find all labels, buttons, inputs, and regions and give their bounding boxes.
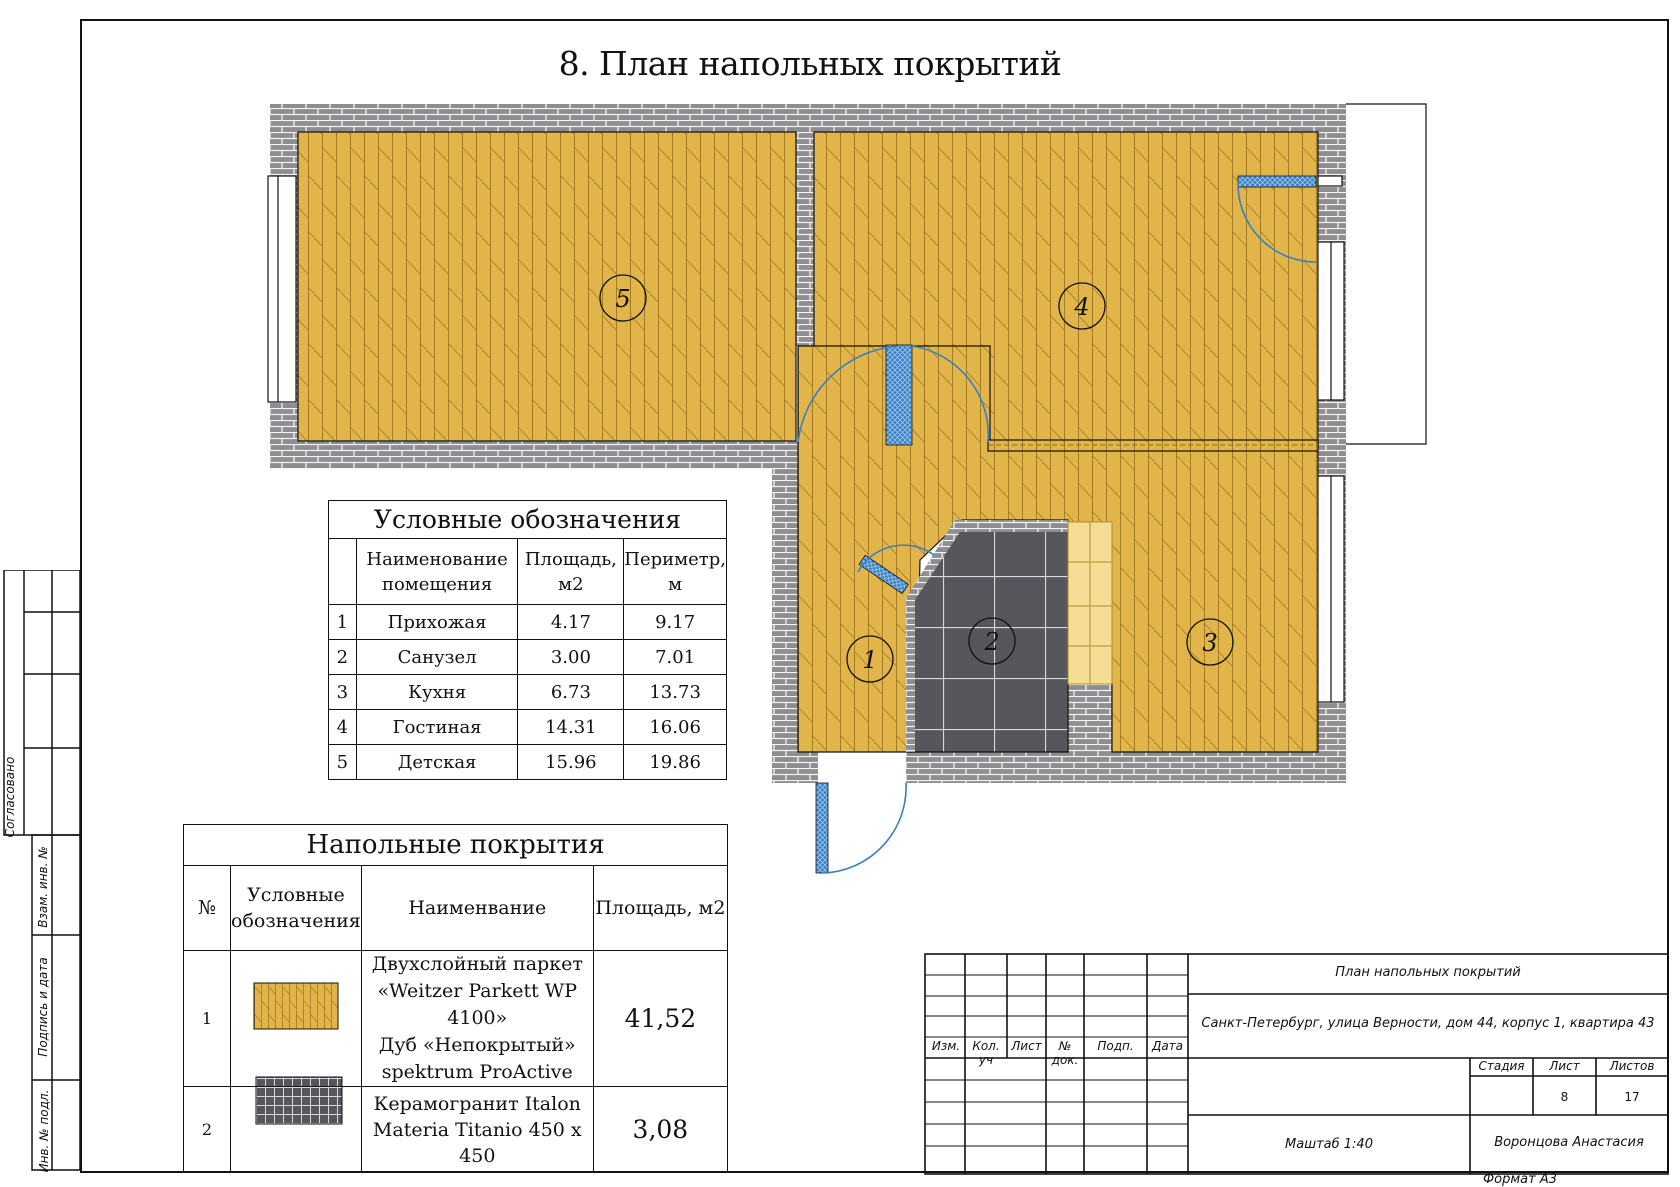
floorings-caption: Напольные покрытия [184, 825, 728, 866]
cell-no: 1 [184, 951, 231, 1087]
stamp-col-kol: Кол. уч [972, 1039, 1000, 1067]
stamp-address: Санкт-Петербург, улица Верности, дом 44, корпус 1, квартира 43 [1201, 1016, 1655, 1031]
stamp-stage-label: Стадия [1478, 1059, 1525, 1073]
cell-name: Гостиная [356, 710, 518, 745]
flooring-name-line: Дуб «Непокрытый» [378, 1034, 576, 1056]
stamp-doc-title: План напольных покрытий [1335, 965, 1521, 980]
side-label-inv-orig: Инв. № подл. [37, 1089, 51, 1173]
stamp-sheets-label: Листов [1609, 1059, 1655, 1073]
flooring-name-line: spektrum ProActive [381, 1061, 573, 1083]
legend-header-area: Площадь, м2 [518, 539, 624, 605]
cell-no: 3 [329, 675, 357, 710]
legend-header-no [329, 539, 357, 605]
cell-name [361, 1087, 593, 1173]
stamp-sheet-value: 8 [1560, 1090, 1569, 1104]
cell-no: 2 [329, 640, 357, 675]
table-row [329, 745, 727, 780]
cell-symbol [231, 1087, 362, 1173]
room-number-2: 2 [984, 628, 1000, 656]
cell-area: 14.31 [518, 710, 624, 745]
cell-perimeter: 13.73 [624, 675, 727, 710]
cell-area: 41,52 [593, 951, 727, 1087]
cell-perimeter: 19.86 [624, 745, 727, 780]
cell-area: 15.96 [518, 745, 624, 780]
cell-no: 5 [329, 745, 357, 780]
stamp-col-list: Лист [1011, 1039, 1042, 1053]
flooring-name-line: Двухслойный паркет [371, 953, 583, 975]
flooring-name-line: Керамогранит Italon [373, 1092, 581, 1115]
cell-area: 4.17 [518, 605, 624, 640]
cell-name: Кухня [356, 675, 518, 710]
cell-no: 2 [184, 1087, 231, 1173]
cell-no: 4 [329, 710, 357, 745]
stamp-scale: Маштаб 1:40 [1285, 1137, 1373, 1152]
stamp-format: Формат А3 [1482, 1172, 1558, 1187]
stamp-col-date: Дата [1151, 1039, 1184, 1053]
side-label-sign-date: Подпись и дата [36, 957, 50, 1057]
cell-perimeter: 16.06 [624, 710, 727, 745]
legend-header-perimeter: Периметр, м [624, 539, 727, 605]
side-label-agreed: Согласовано [3, 756, 17, 838]
stamp-sheets-value: 17 [1624, 1090, 1640, 1104]
floorings-header-no: № [184, 866, 231, 951]
rooms-legend-caption: Условные обозначения [329, 501, 727, 539]
stamp-col-izm: Изм. [931, 1039, 961, 1053]
page-title: 8. План напольных покрытий [558, 44, 1062, 83]
flooring-name-line: «Weitzer Parkett WP 4100» [377, 980, 578, 1029]
stamp-sheet-label: Лист [1549, 1059, 1580, 1073]
stamp-author: Воронцова Анастасия [1494, 1135, 1644, 1150]
table-row [184, 1087, 728, 1173]
cell-area: 3.00 [518, 640, 624, 675]
table-row [184, 951, 728, 1087]
cell-perimeter: 7.01 [624, 640, 727, 675]
table-row [329, 605, 727, 640]
cell-perimeter: 9.17 [624, 605, 727, 640]
cell-area: 3,08 [593, 1087, 727, 1173]
cell-symbol [231, 951, 362, 1087]
room-number-5: 5 [615, 285, 631, 313]
floorings-header-area: Площадь, м2 [593, 866, 727, 951]
flooring-name-line: Materia Titanio 450 x 450 [372, 1118, 582, 1167]
side-label-inv-no: Взам. инв. № [36, 846, 50, 928]
cell-name: Детская [356, 745, 518, 780]
cell-name: Прихожая [356, 605, 518, 640]
room-number-4: 4 [1074, 293, 1090, 321]
room-number-1: 1 [862, 646, 878, 674]
table-row [329, 675, 727, 710]
stamp-col-sign: Подп. [1097, 1039, 1134, 1053]
floorings-table [183, 824, 728, 1173]
legend-header-name: Наименование помещения [356, 539, 518, 605]
cell-area: 6.73 [518, 675, 624, 710]
floorings-header-name: Наименвание [361, 866, 593, 951]
table-row [329, 640, 727, 675]
cell-name: Санузел [356, 640, 518, 675]
floorings-header-symbol: Условные обозначения [231, 866, 362, 951]
cell-name [361, 951, 593, 1087]
cell-no: 1 [329, 605, 357, 640]
rooms-legend-table [328, 500, 727, 780]
stamp-col-doc: № док. [1051, 1039, 1079, 1067]
table-row [329, 710, 727, 745]
room-number-3: 3 [1202, 629, 1218, 657]
